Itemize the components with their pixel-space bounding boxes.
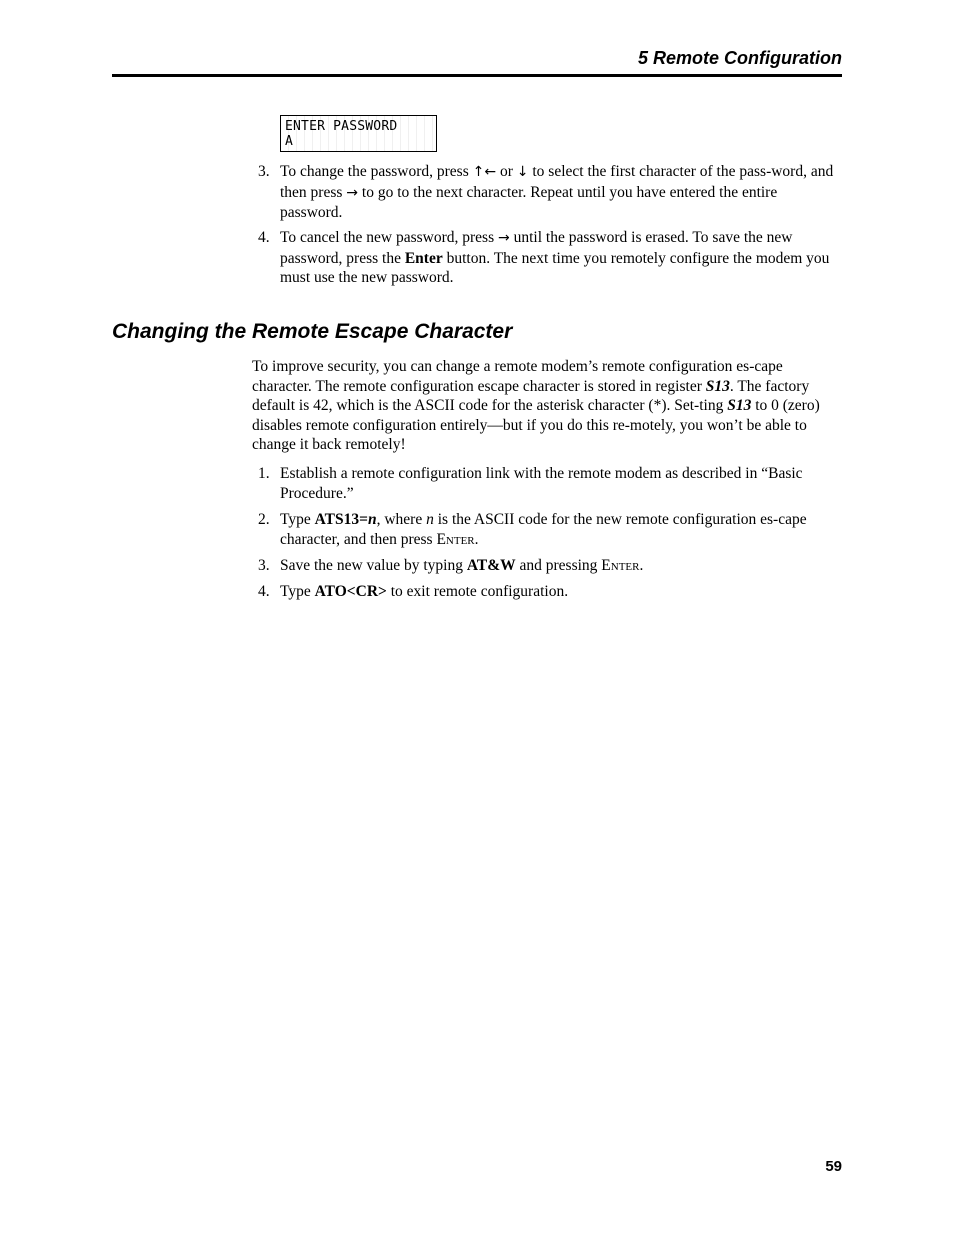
step-number: 4. bbox=[258, 583, 270, 600]
running-head: 5 Remote Configuration bbox=[637, 48, 842, 68]
step-text: Type ATO<CR> to exit remote configuration. bbox=[280, 583, 569, 600]
list-item-step-2 bbox=[258, 510, 842, 549]
command-text: ATS13= bbox=[314, 511, 368, 528]
step-text: To cancel the new password, press → until the password is erased. To save the new password, press the Enter button. The next time you remotely configure the modem you must use the new password. bbox=[280, 229, 830, 286]
page-number: 59 bbox=[825, 1158, 842, 1175]
register-name: S13 bbox=[727, 397, 752, 414]
list-item-step-4 bbox=[258, 228, 842, 288]
right-arrow-icon: → bbox=[346, 184, 359, 201]
step-number: 3. bbox=[258, 163, 270, 180]
command-text: ATO<CR> bbox=[314, 583, 387, 600]
register-name: S13 bbox=[705, 377, 730, 395]
list-item-step-1 bbox=[258, 464, 842, 503]
step-text: Type ATS13=n, where n is the ASCII code for the new remote configuration es-cape character, and then press Enter. bbox=[280, 511, 807, 548]
lcd-line-1: ENTER PASSWORD bbox=[285, 119, 398, 134]
step-number: 1. bbox=[258, 465, 270, 482]
right-arrow-icon: → bbox=[498, 230, 510, 246]
section-heading: Changing the Remote Escape Character bbox=[112, 320, 513, 343]
list-item-step-3b bbox=[258, 556, 842, 576]
enter-button-label: Enter bbox=[404, 249, 443, 267]
step-text: Save the new value by typing AT&W and pressing Enter. bbox=[280, 557, 644, 574]
lcd-display bbox=[280, 115, 437, 152]
step-number: 4. bbox=[258, 229, 270, 246]
step-number: 3. bbox=[258, 557, 270, 574]
command-text: AT&W bbox=[466, 557, 516, 574]
step-number: 2. bbox=[258, 511, 270, 528]
list-item-step-3 bbox=[258, 162, 842, 223]
step-text: To change the password, press ↑← or ↓ to select the first character of the pass-word, and then press → to go to the next character. Repeat until you have entered the entire password. bbox=[280, 163, 834, 221]
variable-name: n bbox=[426, 511, 434, 528]
lcd-line-2: A bbox=[285, 134, 294, 149]
step-text: Establish a remote configuration link with the remote modem as described in “Basic Procedure.” bbox=[280, 465, 803, 502]
up-left-arrow-icon: ↑← bbox=[472, 164, 497, 180]
enter-key-label: Enter bbox=[601, 557, 640, 574]
command-variable: n bbox=[367, 511, 377, 528]
intro-paragraph: To improve security, you can change a remote modem’s remote configuration es-cape character. The remote configuration escape character is stored in register S13. The factory default is 42, which is the ASCII code for the asterisk character (*). Set-ting S13 to 0 (zero) disables remote configuration entirely—but if you do this re-motely, you won’t be able to change it back remotely! bbox=[252, 358, 820, 453]
down-arrow-icon: ↓ bbox=[516, 164, 529, 180]
list-item-step-4b bbox=[258, 582, 842, 602]
enter-key-label: Enter bbox=[436, 530, 475, 548]
header-rule bbox=[112, 74, 842, 77]
